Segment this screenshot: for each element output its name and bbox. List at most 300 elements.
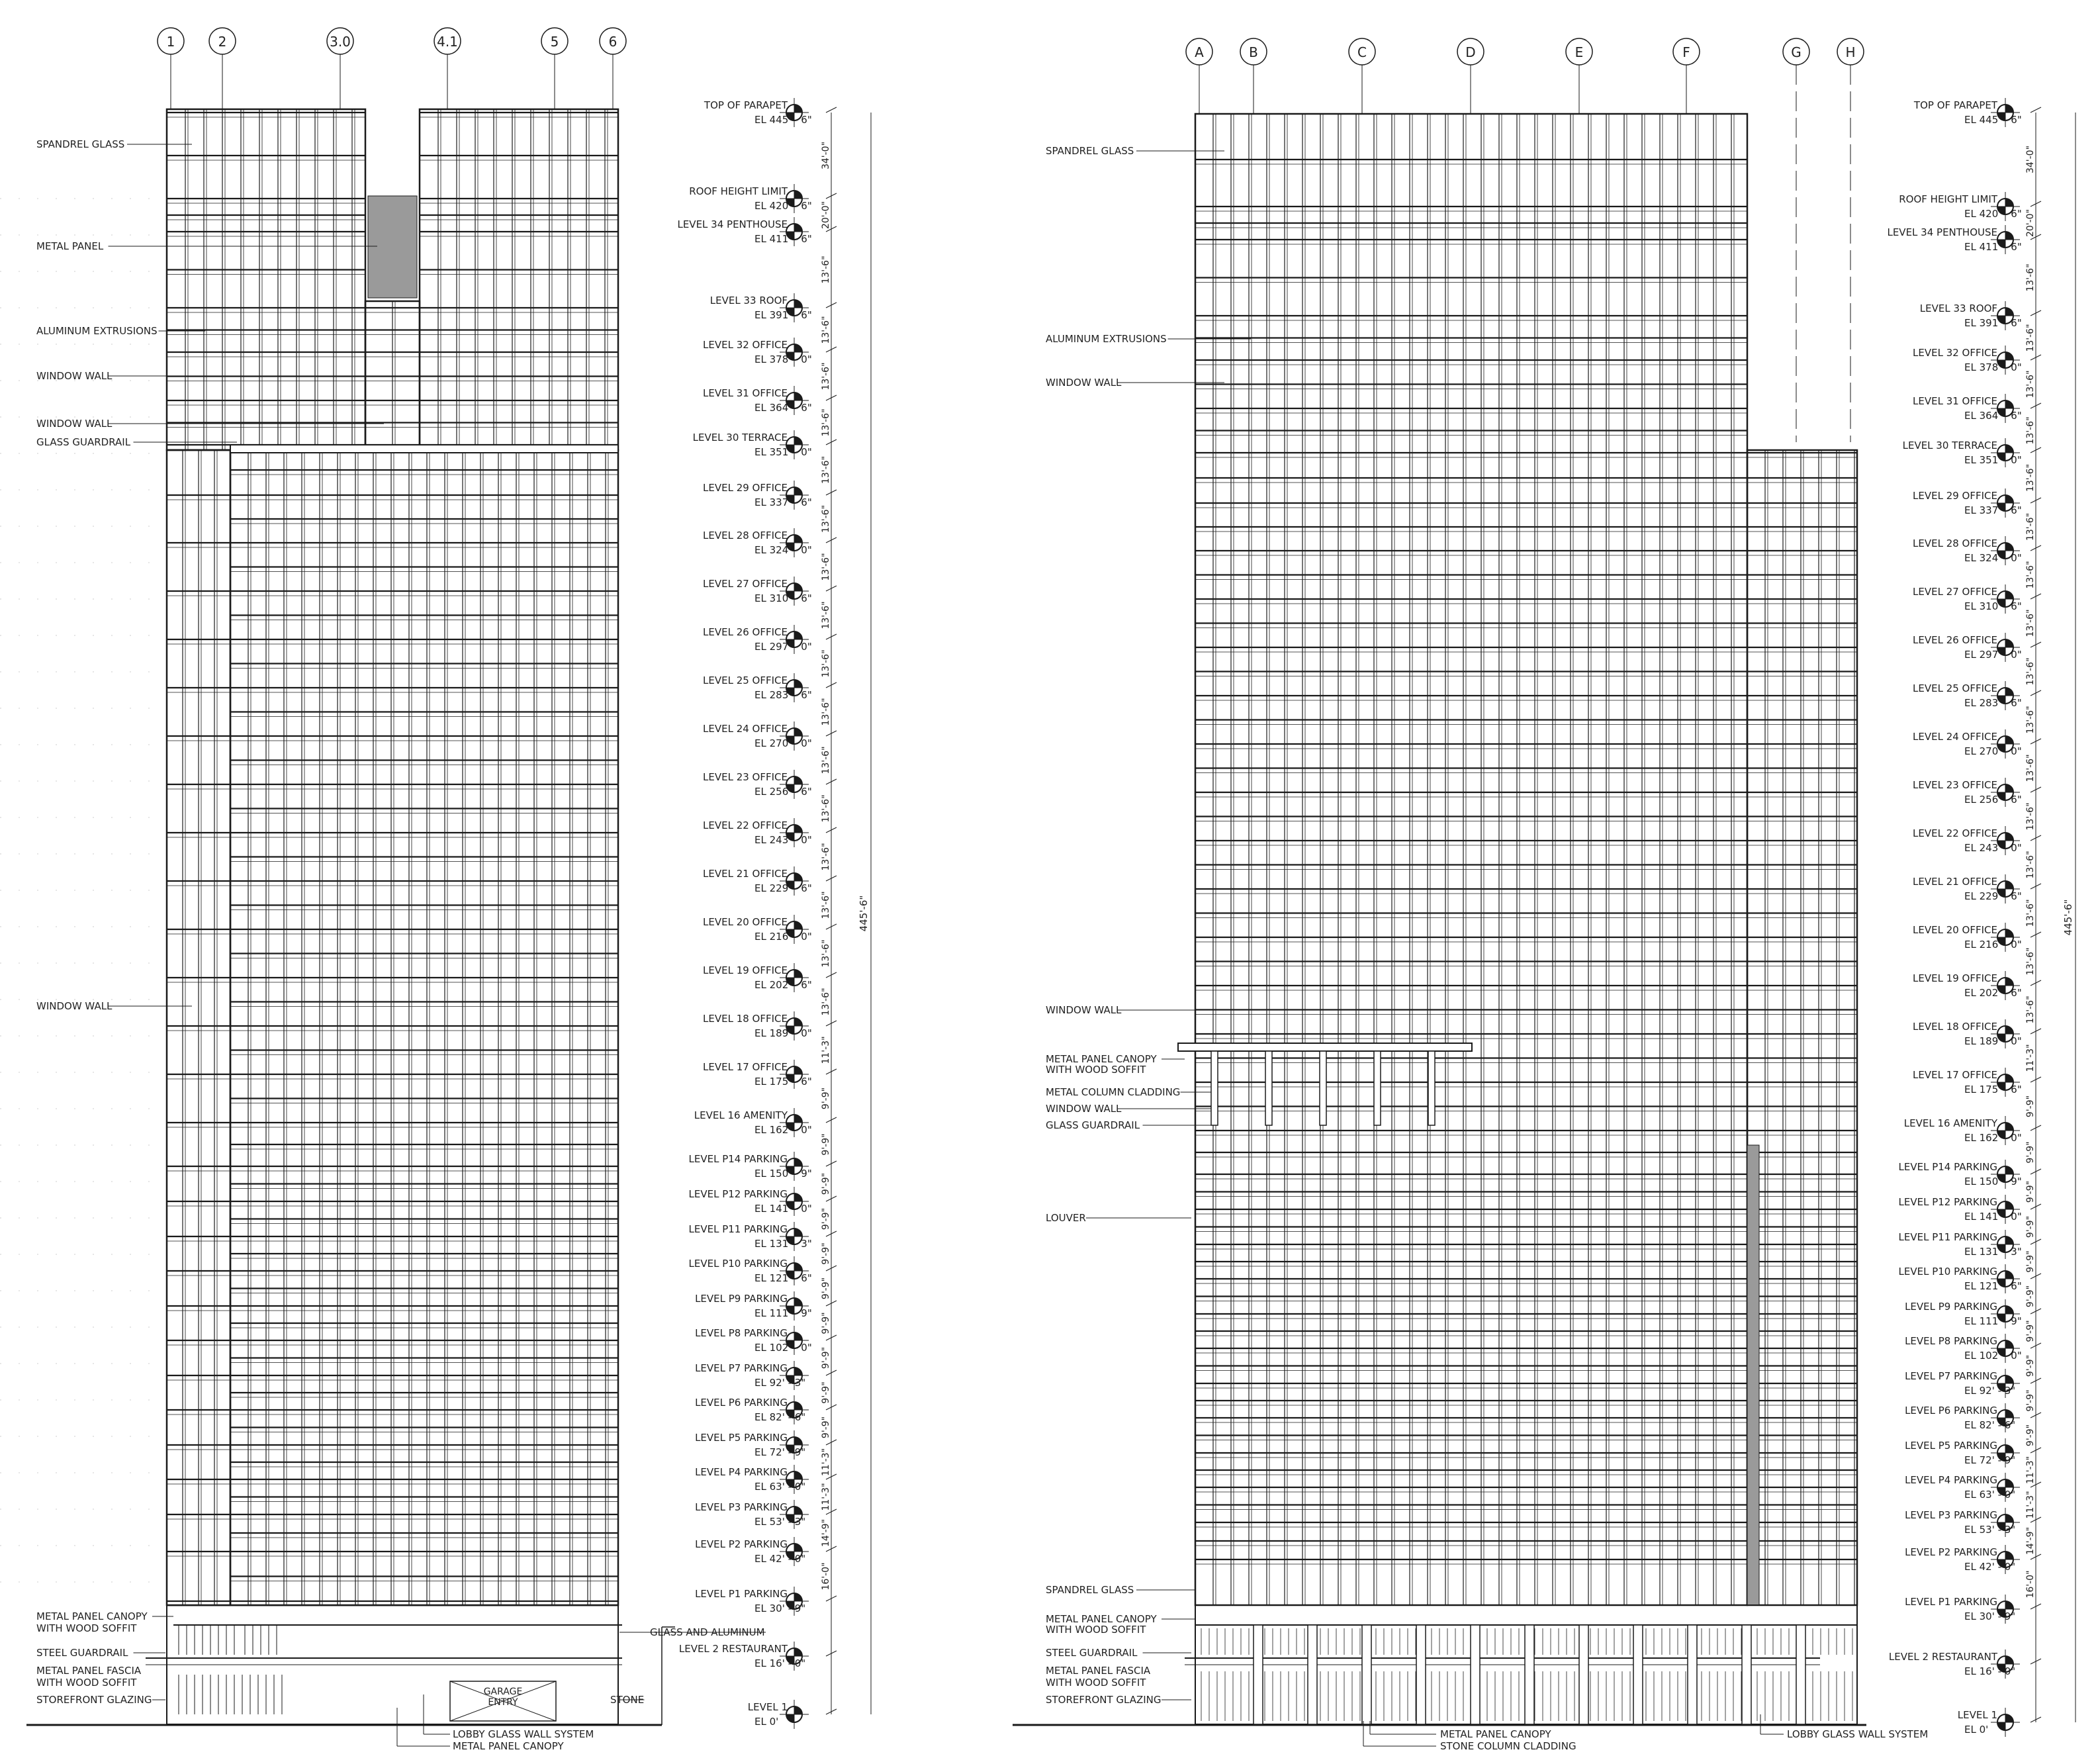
level-name: TOP OF PARAPET xyxy=(1913,99,1997,111)
callout-text: METAL PANEL CANOPY xyxy=(453,1740,564,1752)
grid-label: 4.1 xyxy=(437,34,458,50)
level-name: LEVEL P14 PARKING xyxy=(1898,1161,1997,1173)
level-marker xyxy=(1913,346,2041,375)
level-elevation: EL 131' - 3" xyxy=(1964,1246,2022,1258)
grid-head-G xyxy=(1783,38,1809,442)
level-marker xyxy=(703,625,837,654)
level-name: LEVEL 28 OFFICE xyxy=(1913,537,1997,549)
callout-right xyxy=(1046,1119,1211,1131)
level-name: LEVEL 33 ROOF xyxy=(1919,302,1997,314)
level-name: LEVEL P14 PARKING xyxy=(688,1153,788,1165)
grid-label: 2 xyxy=(218,34,227,50)
level-elevation: EL 72' - 9" xyxy=(1964,1454,2016,1466)
level-name: LEVEL P9 PARKING xyxy=(1905,1301,1997,1313)
callout-text: METAL COLUMN CLADDING xyxy=(1046,1086,1181,1098)
level-name: LEVEL 32 OFFICE xyxy=(703,339,788,351)
dim-label: 13'-6" xyxy=(2025,947,2036,976)
dim-label: 16'-0" xyxy=(2025,1570,2036,1599)
column-cladding xyxy=(1320,1051,1326,1125)
dim-label: 9'-9" xyxy=(821,1416,831,1439)
level-marker xyxy=(1913,98,2041,127)
level-elevation: EL 150' - 9" xyxy=(1964,1176,2022,1187)
dim-label: 11'-3" xyxy=(2025,1456,2036,1485)
level-name: LEVEL P1 PARKING xyxy=(1905,1596,1997,1608)
level-elevation: EL 310' - 6" xyxy=(1964,600,2022,612)
dim-label: 13'-6" xyxy=(2025,263,2036,292)
level-elevation: EL 16' - 0" xyxy=(754,1657,806,1669)
level-elevation: EL 175' - 6" xyxy=(1964,1084,2022,1095)
callout-text: ALUMINUM EXTRUSIONS xyxy=(36,325,158,337)
dim-label: 9'-9" xyxy=(2025,1180,2036,1203)
level-name: LEVEL P4 PARKING xyxy=(695,1466,788,1478)
level-elevation: EL 364' - 6" xyxy=(1964,410,2022,422)
level-name: LEVEL 34 PENTHOUSE xyxy=(1887,226,1997,238)
level-name: LEVEL 16 AMENITY xyxy=(694,1109,788,1121)
dim-label: 9'-9" xyxy=(2025,1141,2036,1164)
level-marker xyxy=(677,217,837,246)
grid-head-1 xyxy=(158,28,184,109)
level-marker xyxy=(1905,1545,2041,1574)
level-name: LEVEL P5 PARKING xyxy=(1905,1440,1997,1452)
level-elevation: EL 30' - 9" xyxy=(754,1602,806,1614)
callout-right xyxy=(1046,333,1251,345)
level-elevation: EL 42' - 0" xyxy=(754,1553,806,1565)
grid-head-4.1 xyxy=(434,28,461,109)
level-name: LEVEL 26 OFFICE xyxy=(1913,634,1997,646)
callout-right xyxy=(1046,1103,1211,1115)
level-name: LEVEL P10 PARKING xyxy=(688,1258,788,1270)
level-elevation: EL 324' - 0" xyxy=(1964,552,2022,564)
level-marker xyxy=(704,98,837,127)
level-name: LEVEL 30 TERRACE xyxy=(1902,440,1997,451)
dim-label: 11'-3" xyxy=(821,1448,831,1477)
tower-volume-right xyxy=(420,109,618,450)
grid-label: 1 xyxy=(166,34,175,50)
callout-right xyxy=(1046,1212,1191,1224)
callout-left xyxy=(36,418,384,430)
callout-right xyxy=(1046,1677,1146,1689)
level-marker xyxy=(748,1700,837,1729)
callout-right xyxy=(1046,1624,1146,1636)
callout-text: METAL PANEL CANOPY xyxy=(1046,1613,1157,1625)
level-marker xyxy=(689,1152,837,1181)
level-marker xyxy=(703,481,837,510)
dim-tick xyxy=(2030,107,2041,113)
level-elevation: EL 391' - 6" xyxy=(1964,317,2022,329)
dim-label: 13'-6" xyxy=(2025,561,2036,589)
level-marker xyxy=(695,1537,837,1566)
grid-head-3.0 xyxy=(327,28,353,109)
level-marker xyxy=(1913,584,2041,614)
callout-text: WINDOW WALL xyxy=(1046,1004,1122,1016)
level-elevation: EL 141' - 0" xyxy=(754,1203,812,1215)
level-elevation: EL 378' - 0" xyxy=(754,353,812,365)
callout-right-bottom xyxy=(1787,1728,1928,1740)
dim-label: 13'-6" xyxy=(821,255,831,284)
callout-text: SPANDREL GLASS xyxy=(36,138,125,150)
callout-text: WITH WOOD SOFFIT xyxy=(1046,1624,1146,1636)
level-marker xyxy=(1913,923,2041,952)
level-name: LEVEL 2 RESTAURANT xyxy=(1888,1651,1997,1663)
level-name: LEVEL P6 PARKING xyxy=(695,1397,788,1409)
dim-label: 13'-6" xyxy=(821,698,831,726)
level-elevation: EL 121' - 6" xyxy=(1964,1280,2022,1292)
level-name: LEVEL P8 PARKING xyxy=(695,1327,788,1339)
level-elevation: EL 16' - 0" xyxy=(1964,1665,2016,1677)
right-elevation xyxy=(1013,114,1866,1725)
callout-text: WINDOW WALL xyxy=(1046,377,1122,389)
level-marker xyxy=(710,293,837,322)
dim-label: 13'-6" xyxy=(2025,802,2036,831)
dim-label: 13'-6" xyxy=(821,408,831,437)
dim-label: 13'-6" xyxy=(2025,851,2036,879)
callout-right xyxy=(1046,1647,1191,1659)
callout-left xyxy=(36,240,377,252)
level-name: LEVEL P4 PARKING xyxy=(1905,1474,1997,1486)
grid-label: F xyxy=(1682,44,1690,60)
callout-text: WINDOW WALL xyxy=(36,418,113,430)
level-marker xyxy=(703,528,837,557)
level-elevation: EL 63' - 0" xyxy=(1964,1489,2016,1501)
level-elevation: EL 162' - 0" xyxy=(1964,1132,2022,1144)
level-elevation: EL 256' - 6" xyxy=(1964,794,2022,806)
level-name: LEVEL P10 PARKING xyxy=(1898,1266,1997,1277)
stone-column xyxy=(1633,1625,1643,1724)
level-marker xyxy=(679,1642,837,1671)
level-name: LEVEL P11 PARKING xyxy=(1898,1231,1997,1243)
level-elevation: EL 337' - 6" xyxy=(754,496,812,508)
level-elevation: EL 297' - 0" xyxy=(1964,649,2022,661)
callout-text: METAL PANEL FASCIA xyxy=(36,1665,142,1677)
callout-left xyxy=(36,1610,173,1622)
level-name: LEVEL P2 PARKING xyxy=(695,1538,788,1550)
level-marker xyxy=(1920,301,2041,330)
level-elevation: EL 337' - 6" xyxy=(1964,504,2022,516)
level-marker xyxy=(1913,681,2041,710)
dim-label: 9'-9" xyxy=(821,1172,831,1195)
dim-label: 13'-6" xyxy=(821,504,831,534)
callout-left xyxy=(36,138,192,150)
level-elevation: EL 256' - 6" xyxy=(754,786,812,798)
dim-label: 9'-9" xyxy=(2025,1285,2036,1308)
level-name: LEVEL P12 PARKING xyxy=(688,1188,788,1200)
dim-label: 20'-0" xyxy=(821,201,831,230)
level-name: LEVEL 23 OFFICE xyxy=(703,771,788,783)
callout-left xyxy=(36,370,192,382)
tower-side-strip xyxy=(167,450,230,1606)
dim-label: 13'-6" xyxy=(2025,416,2036,445)
dim-label: 9'-9" xyxy=(821,1242,831,1265)
level-name: LEVEL 33 ROOF xyxy=(709,295,788,306)
level-elevation: EL 378' - 0" xyxy=(1964,361,2022,373)
level-marker xyxy=(1913,394,2041,423)
level-marker xyxy=(1905,1508,2041,1537)
level-elevation: EL 364' - 6" xyxy=(754,402,812,414)
metal-panel xyxy=(368,196,417,298)
level-name: ROOF HEIGHT LIMIT xyxy=(1899,193,1997,205)
level-name: LEVEL 16 AMENITY xyxy=(1903,1117,1997,1129)
level-name: LEVEL 20 OFFICE xyxy=(703,916,788,928)
dim-label: 9'-9" xyxy=(821,1312,831,1334)
callout-right xyxy=(1046,1584,1195,1596)
level-name: LEVEL 34 PENTHOUSE xyxy=(677,218,788,230)
dim-label: 9'-9" xyxy=(821,1346,831,1369)
grid-head-E xyxy=(1566,38,1592,114)
stone-column xyxy=(1796,1625,1805,1724)
callout-text: GLASS GUARDRAIL xyxy=(36,436,131,448)
level-elevation: EL 283' - 6" xyxy=(1964,697,2022,709)
level-elevation: EL 324' - 0" xyxy=(754,544,812,556)
grid-label: E xyxy=(1574,44,1584,60)
callout-text: LOUVER xyxy=(1046,1212,1086,1224)
level-elevation: EL 82' - 6" xyxy=(1964,1419,2016,1431)
level-elevation: EL 150' - 9" xyxy=(754,1168,812,1180)
level-name: LEVEL 29 OFFICE xyxy=(1913,490,1997,502)
dim-label: 9'-9" xyxy=(2025,1424,2036,1447)
level-marker xyxy=(703,386,837,415)
level-marker xyxy=(703,963,837,992)
level-marker xyxy=(1905,1403,2041,1432)
level-marker xyxy=(694,1108,837,1137)
callout-text: METAL PANEL CANOPY xyxy=(1440,1728,1551,1740)
level-elevation: EL 297' - 0" xyxy=(754,641,812,653)
dim-label: 13'-6" xyxy=(821,939,831,968)
grid-head-5 xyxy=(541,28,568,109)
level-marker xyxy=(689,1256,837,1285)
level-name: LEVEL 29 OFFICE xyxy=(703,482,788,494)
level-name: LEVEL 31 OFFICE xyxy=(703,387,788,399)
dim-label: 13'-6" xyxy=(821,794,831,823)
level-name: LEVEL 19 OFFICE xyxy=(703,964,788,976)
level-elevation: EL 229' - 6" xyxy=(1964,890,2022,902)
callout-text: STOREFRONT GLAZING xyxy=(1046,1694,1162,1706)
level-marker xyxy=(695,1395,837,1424)
tower-face-right xyxy=(1195,114,1747,1605)
level-name: LEVEL 19 OFFICE xyxy=(1913,972,1997,984)
stone-column xyxy=(1742,1625,1751,1724)
dim-tick xyxy=(826,107,837,113)
level-marker xyxy=(1889,1649,2041,1679)
dim-label: 9'-9" xyxy=(821,1381,831,1404)
column-cladding xyxy=(1428,1051,1435,1125)
level-marker xyxy=(695,1500,837,1529)
callout-text: METAL PANEL CANOPY xyxy=(1046,1053,1157,1065)
level-marker xyxy=(1905,1299,2041,1328)
grid-head-D xyxy=(1457,38,1484,114)
callout-left xyxy=(36,1694,165,1706)
dim-label: 34'-0" xyxy=(821,141,831,170)
level-name: LEVEL P5 PARKING xyxy=(695,1432,788,1444)
column-cladding xyxy=(1374,1051,1381,1125)
dim-label: 9'-9" xyxy=(2025,1320,2036,1342)
callout-text: GLASS GUARDRAIL xyxy=(1046,1119,1140,1131)
level-marker xyxy=(703,721,837,751)
tower-volume-left xyxy=(167,109,365,450)
dim-label: 9'-9" xyxy=(2025,1250,2036,1273)
level-marker xyxy=(1899,192,2041,221)
level-elevation: EL 283' - 6" xyxy=(754,689,812,701)
callout-text: STEEL GUARDRAIL xyxy=(1046,1647,1138,1659)
level-elevation: EL 229' - 6" xyxy=(754,882,812,894)
callout-text: SPANDREL GLASS xyxy=(1046,1584,1134,1596)
level-elevation: EL 391' - 6" xyxy=(754,309,812,321)
stone-column xyxy=(1416,1625,1426,1724)
overall-dim-label: 445'-6" xyxy=(858,895,870,932)
callout-right xyxy=(1046,1694,1191,1706)
callout-text: WITH WOOD SOFFIT xyxy=(36,1677,137,1689)
amenity-canopy xyxy=(1178,1043,1472,1051)
level-marker xyxy=(1899,1195,2041,1224)
column-cladding xyxy=(1265,1051,1272,1125)
dim-label: 13'-6" xyxy=(2025,754,2036,782)
callout-text: STONE COLUMN CLADDING xyxy=(1440,1740,1576,1752)
callout-left xyxy=(36,1622,137,1634)
level-elevation: EL 111' - 9" xyxy=(1964,1315,2022,1327)
level-elevation: EL 42' - 0" xyxy=(1964,1561,2016,1573)
level-marker xyxy=(695,1361,837,1390)
level-elevation: EL 411' - 6" xyxy=(754,233,812,245)
dim-label: 13'-6" xyxy=(821,455,831,485)
callout-left-right xyxy=(619,1626,766,1638)
grid-label: 6 xyxy=(608,34,617,50)
dim-label: 13'-6" xyxy=(2025,463,2036,492)
level-name: LEVEL 18 OFFICE xyxy=(1913,1021,1997,1033)
level-elevation: EL 102' - 0" xyxy=(1964,1350,2022,1362)
level-elevation: EL 92' - 3" xyxy=(1964,1385,2016,1397)
callout-right xyxy=(1046,145,1224,157)
dim-label: 11'-3" xyxy=(821,1036,831,1064)
dim-label: 11'-3" xyxy=(821,1483,831,1511)
dim-label: 13'-6" xyxy=(2025,706,2036,734)
callout-text: ALUMINUM EXTRUSIONS xyxy=(1046,333,1167,345)
level-elevation: EL 310' - 6" xyxy=(754,592,812,604)
level-marker xyxy=(695,1587,837,1616)
dim-label: 9'-9" xyxy=(2025,1095,2036,1118)
level-marker xyxy=(689,1187,837,1216)
level-name: LEVEL P3 PARKING xyxy=(1905,1509,1997,1521)
dim-label: 11'-3" xyxy=(2025,1044,2036,1072)
level-name: LEVEL 22 OFFICE xyxy=(703,819,788,831)
callout-right-bottom xyxy=(1440,1740,1576,1752)
callout-text: WITH WOOD SOFFIT xyxy=(1046,1677,1146,1689)
callout-text: GLASS AND ALUMINUM xyxy=(650,1626,765,1638)
level-marker xyxy=(693,430,837,459)
grid-label: 3.0 xyxy=(330,34,351,50)
tower-notch xyxy=(365,301,420,450)
level-elevation: EL 202' - 6" xyxy=(1964,987,2022,999)
grid-label: C xyxy=(1357,44,1367,60)
level-marker xyxy=(1905,1334,2041,1363)
level-marker xyxy=(695,1291,837,1321)
grid-head-2 xyxy=(209,28,236,109)
dim-label: 13'-6" xyxy=(2025,899,2036,927)
level-marker xyxy=(703,338,837,367)
level-name: LEVEL P12 PARKING xyxy=(1898,1196,1997,1208)
level-marker xyxy=(695,1465,837,1494)
level-marker xyxy=(703,1060,837,1089)
callout-text: STOREFRONT GLAZING xyxy=(36,1694,152,1706)
stone-column xyxy=(1471,1625,1480,1724)
level-name: LEVEL P8 PARKING xyxy=(1905,1335,1997,1347)
stone-column xyxy=(1308,1625,1317,1724)
dim-label: 9'-9" xyxy=(821,1277,831,1300)
level-marker xyxy=(1913,1068,2041,1097)
dim-label: 9'-9" xyxy=(821,1087,831,1110)
overall-dim-label: 445'-6" xyxy=(2062,899,2074,936)
level-marker xyxy=(703,915,837,944)
level-elevation: EL 351' - 0" xyxy=(1964,454,2022,466)
level-name: LEVEL 1 xyxy=(1957,1709,1997,1721)
callout-left-bottom xyxy=(453,1740,564,1752)
dim-label: 13'-6" xyxy=(821,746,831,774)
dim-label: 13'-6" xyxy=(821,362,831,391)
grid-head-C xyxy=(1349,38,1375,114)
louver-panel xyxy=(1747,1145,1759,1605)
dim-label: 9'-9" xyxy=(2025,1215,2036,1238)
callout-right-bottom xyxy=(1440,1728,1551,1740)
level-elevation: EL 102' - 0" xyxy=(754,1342,812,1354)
level-marker xyxy=(703,1011,837,1041)
level-name: ROOF HEIGHT LIMIT xyxy=(689,185,788,197)
level-marker xyxy=(1887,225,2041,254)
level-elevation: EL 53' - 3" xyxy=(1964,1524,2016,1536)
level-elevation: EL 111' - 9" xyxy=(754,1307,812,1319)
callout-right xyxy=(1046,377,1224,389)
grid-label: G xyxy=(1791,44,1802,60)
dim-label: 13'-6" xyxy=(2025,996,2036,1024)
level-marker xyxy=(1913,826,2041,855)
dim-label: 11'-3" xyxy=(2025,1491,2036,1519)
level-elevation: EL 121' - 6" xyxy=(754,1272,812,1284)
grid-label: 5 xyxy=(550,34,559,50)
stone-column xyxy=(1525,1625,1534,1724)
level-marker xyxy=(1958,1708,2041,1737)
callout-text: WITH WOOD SOFFIT xyxy=(1046,1064,1146,1076)
grid-head-B xyxy=(1240,38,1267,114)
level-elevation: EL 189' - 0" xyxy=(754,1027,812,1039)
dim-label: 13'-6" xyxy=(821,891,831,919)
level-marker xyxy=(1899,1264,2041,1293)
level-marker xyxy=(1904,1116,2041,1145)
level-elevation: EL 445' - 6" xyxy=(754,114,812,126)
dim-label: 13'-6" xyxy=(821,843,831,871)
grid-head-H xyxy=(1837,38,1864,442)
dim-label: 13'-6" xyxy=(821,601,831,629)
callout-left xyxy=(36,1647,165,1659)
level-name: LEVEL 21 OFFICE xyxy=(703,868,788,880)
grid-label: B xyxy=(1249,44,1258,60)
level-elevation: EL 175' - 6" xyxy=(754,1076,812,1088)
level-name: LEVEL 17 OFFICE xyxy=(1913,1069,1997,1081)
column-cladding xyxy=(1211,1051,1218,1125)
level-name: LEVEL 1 xyxy=(747,1701,788,1713)
level-name: LEVEL P1 PARKING xyxy=(695,1588,788,1600)
dim-label: 13'-6" xyxy=(821,553,831,581)
grid-head-F xyxy=(1673,38,1700,114)
stone-column xyxy=(1254,1625,1263,1724)
level-name: LEVEL 2 RESTAURANT xyxy=(678,1643,788,1655)
grid-label: H xyxy=(1845,44,1856,60)
level-elevation: EL 82' - 6" xyxy=(754,1411,806,1423)
dim-label: 13'-6" xyxy=(2025,657,2036,686)
level-marker xyxy=(695,1326,837,1355)
dim-label: 14'-9" xyxy=(2025,1526,2036,1555)
dim-label: 9'-9" xyxy=(2025,1389,2036,1412)
dim-label: 20'-0" xyxy=(2025,209,2036,238)
callout-text: METAL PANEL CANOPY xyxy=(36,1610,148,1622)
level-name: LEVEL P9 PARKING xyxy=(695,1293,788,1305)
level-elevation: EL 243' - 0" xyxy=(1964,842,2022,854)
